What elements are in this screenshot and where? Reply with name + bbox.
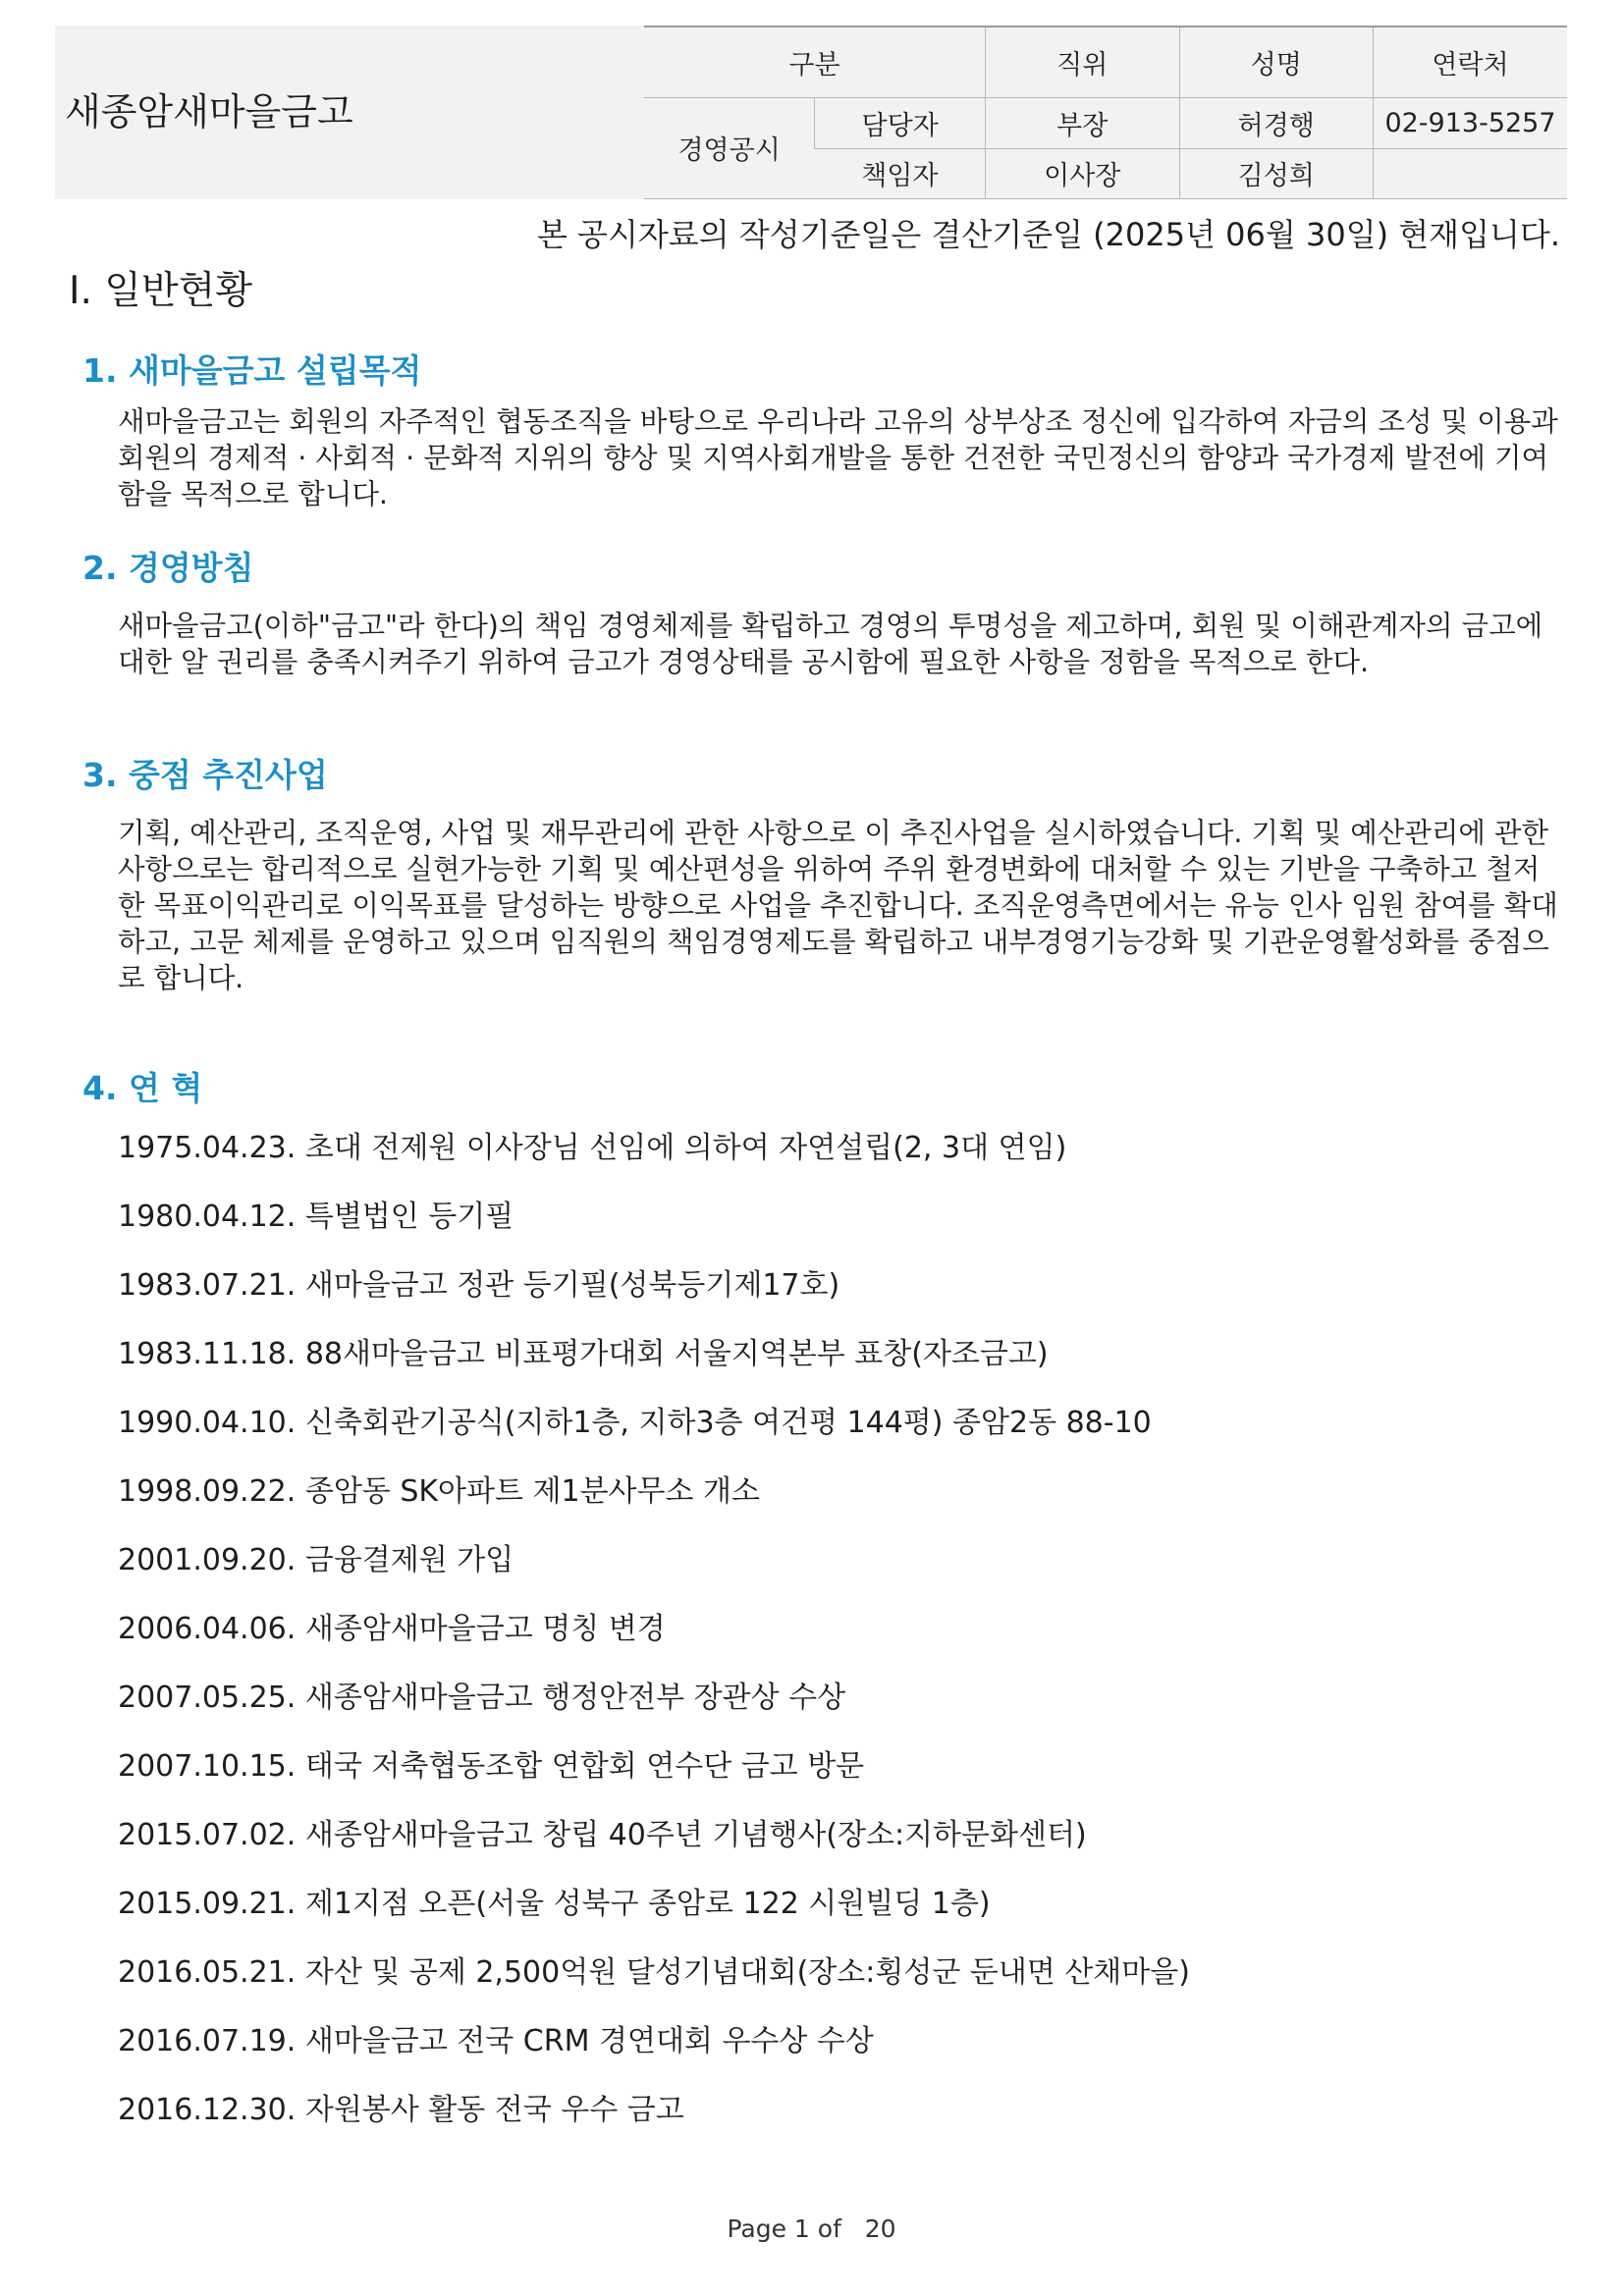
contact-table-header-row [644, 27, 1567, 97]
purpose-body: 새마을금고는 회원의 자주적인 협동조직을 바탕으로 우리나라 고유의 상부상조 정신에 입각하여 자금의 조성 및 이용과 회원의 경제적 · 사회적 · 문화적 지위의 향상 및 지역사회개발을 통한 건전한 국민정신의 함양과 국가경제 발전에 기여함을 목적으로 합니다. [118, 405, 1558, 510]
page-total: 20 [864, 2215, 896, 2243]
header-contact: 연락처 [1374, 27, 1568, 97]
basis-date-text: 본 공시자료의 작성기준일은 결산기준일 (2025년 06월 30일) 현재입니다. [536, 216, 1560, 253]
history-item: 2016.05.21. 자산 및 공제 2,500억원 달성기념대회(장소:횡성군 둔내면 산채마을) [118, 1955, 1190, 1990]
policy-heading: 2. 경영방침 [82, 549, 254, 587]
header-category: 구분 [644, 27, 986, 97]
position-cell: 부장 [986, 97, 1180, 148]
history-item: 2006.04.06. 새종암새마을금고 명칭 변경 [118, 1612, 666, 1646]
contact-table-row [644, 97, 1567, 148]
role-cell: 책임자 [815, 148, 986, 198]
page-label: Page 1 of [727, 2215, 841, 2243]
history-item: 1983.11.18. 88새마을금고 비표평가대회 서울지역본부 표창(자조금고) [118, 1337, 1049, 1371]
position-cell: 이사장 [986, 148, 1180, 198]
header-name: 성명 [1179, 27, 1374, 97]
name-cell: 김성희 [1179, 148, 1374, 198]
role-cell: 담당자 [815, 97, 986, 148]
history-item: 1998.09.22. 종암동 SK아파트 제1분사무소 개소 [118, 1474, 760, 1509]
history-item: 2016.12.30. 자원봉사 활동 전국 우수 금고 [118, 2093, 684, 2127]
history-item: 1990.04.10. 신축회관기공식(지하1층, 지하3층 여건평 144평) 종암2동 88-10 [118, 1406, 1152, 1440]
section-title: Ⅰ. 일반현황 [69, 269, 252, 313]
page-footer [0, 2215, 1623, 2243]
history-item: 2016.07.19. 새마을금고 전국 CRM 경연대회 우수상 수상 [118, 2024, 874, 2058]
contact-cell [1374, 148, 1568, 198]
disclosure-header [55, 26, 1567, 199]
contact-cell: 02-913-5257 [1374, 97, 1568, 148]
history-item: 1975.04.23. 초대 전제원 이사장님 선임에 의하여 자연설립(2, 3대 연임) [118, 1131, 1067, 1165]
history-item: 1980.04.12. 특별법인 등기필 [118, 1200, 514, 1234]
key-projects-body: 기획, 예산관리, 조직운영, 사업 및 재무관리에 관한 사항으로 이 추진사업을 실시하였습니다. 기획 및 예산관리에 관한 사항으로는 합리적으로 실현가능한 기획 및 예산편성을 위하여 주위 환경변화에 대처할 수 있는 기반을 구축하고 철저한 목표이익관리로 이익목표를 달성하는 방향으로 사업을 추진합니다. 조직운영측면에서는 유능 인사 임원 참여를 확대하고, 고문 체제를 운영하고 있으며 임직원의 책임경영제도를 확립하고 내부경영기능강화 및 기관운영활성화를 중점으로 합니다. [118, 817, 1558, 994]
history-item: 2001.09.20. 금융결제원 가입 [118, 1543, 514, 1577]
key-projects-heading: 3. 중점 추진사업 [82, 756, 328, 794]
history-heading: 4. 연 혁 [82, 1069, 203, 1107]
history-item: 2007.05.25. 새종암새마을금고 행정안전부 장관상 수상 [118, 1681, 846, 1715]
purpose-heading: 1. 새마을금고 설립목적 [82, 351, 422, 390]
group-label: 경영공시 [644, 97, 815, 198]
contact-table [644, 26, 1567, 199]
header-position: 직위 [986, 27, 1180, 97]
org-name: 새종암새마을금고 [65, 90, 353, 133]
history-item: 2015.09.21. 제1지점 오픈(서울 성북구 종암로 122 시원빌딩 1층) [118, 1887, 991, 1921]
history-item: 2007.10.15. 태국 저축협동조합 연합회 연수단 금고 방문 [118, 1749, 865, 1784]
history-item: 1983.07.21. 새마을금고 정관 등기필(성북등기제17호) [118, 1268, 840, 1303]
history-list [118, 1129, 1542, 2160]
policy-body: 새마을금고(이하"금고"라 한다)의 책임 경영체제를 확립하고 경영의 투명성을 제고하며, 회원 및 이해관계자의 금고에 대한 알 권리를 충족시켜주기 위하여 금고가 경영상태를 공시함에 필요한 사항을 정함을 목적으로 한다. [118, 610, 1543, 678]
name-cell: 허경행 [1179, 97, 1374, 148]
history-item: 2015.07.02. 새종암새마을금고 창립 40주년 기념행사(장소:지하문화센터) [118, 1818, 1087, 1852]
